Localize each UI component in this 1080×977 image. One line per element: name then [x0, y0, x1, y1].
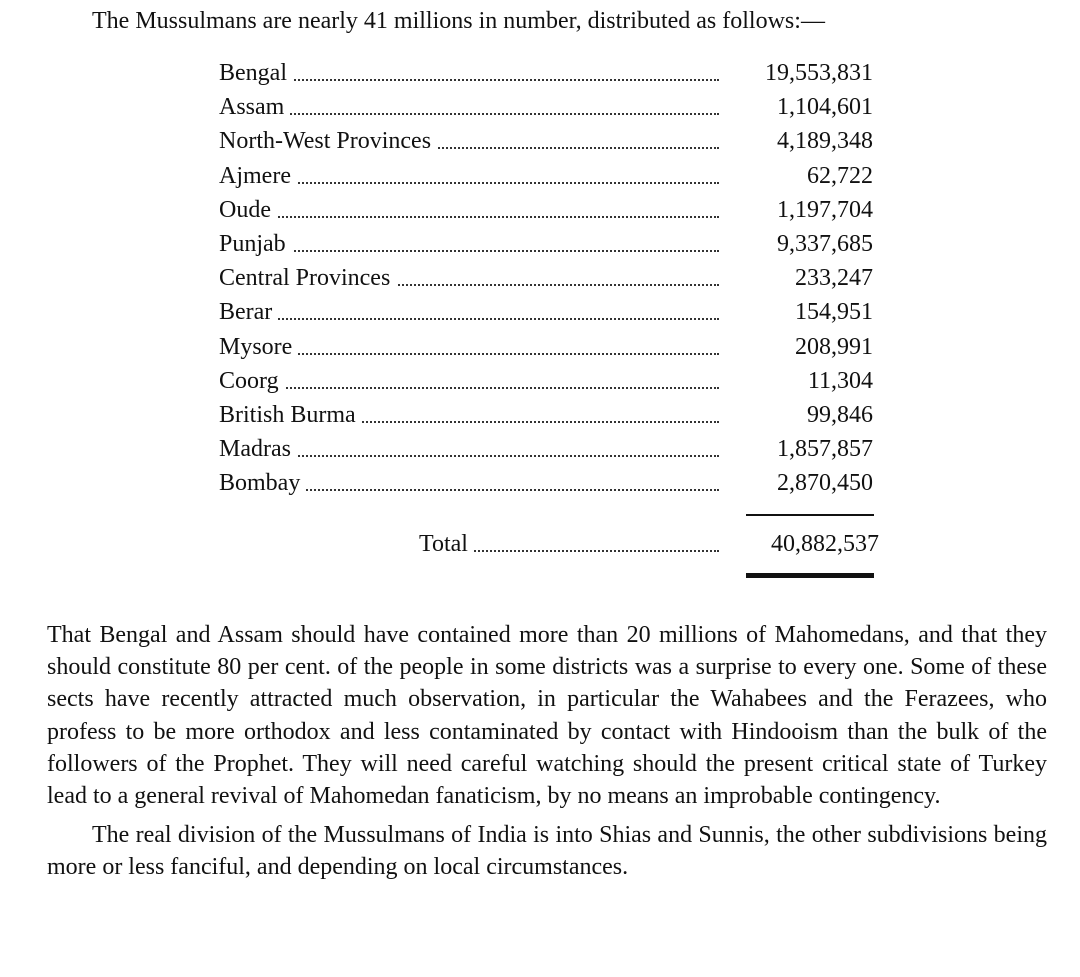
table-row: [219, 229, 879, 263]
intro-line: The Mussulmans are nearly 41 millions in number, distributed as follows:—: [92, 8, 825, 34]
row-value: 233,247: [795, 265, 873, 292]
row-value: 1,104,601: [777, 94, 873, 121]
subtotal-rule: [746, 514, 874, 516]
row-value: 99,846: [807, 401, 873, 428]
row-value: 4,189,348: [777, 128, 873, 155]
total-row: [419, 529, 879, 563]
table-row: [219, 297, 879, 331]
row-label: Assam: [219, 92, 719, 122]
table-row: [219, 58, 879, 92]
row-label: Berar: [219, 297, 719, 327]
row-value: 2,870,450: [777, 470, 873, 497]
row-value: 1,857,857: [777, 436, 873, 463]
table-row: [219, 468, 879, 502]
table-row: [219, 434, 879, 468]
row-label: Ajmere: [219, 161, 719, 191]
row-value: 208,991: [795, 333, 873, 360]
table-row: [219, 195, 879, 229]
table-row: [219, 332, 879, 366]
table-row: [219, 263, 879, 297]
paragraph: The real division of the Mussulmans of India is into Shias and Sunnis, the other subdivisions being more or less fanciful, and depending on local circumstances.: [47, 822, 1047, 881]
table-row: [219, 400, 879, 434]
table-row: [219, 161, 879, 195]
total-rule: [746, 573, 874, 578]
row-value: 154,951: [795, 299, 873, 326]
row-label: North-West Provinces: [219, 126, 719, 156]
row-label: Mysore: [219, 332, 719, 362]
table-row: [219, 126, 879, 160]
row-value: 11,304: [807, 367, 873, 394]
row-label: Oude: [219, 195, 719, 225]
table-row: [219, 366, 879, 400]
row-label: Central Provinces: [219, 263, 719, 293]
total-value: 40,882,537: [771, 531, 879, 557]
row-label: Punjab: [219, 229, 719, 259]
row-label: Bombay: [219, 468, 719, 498]
row-value: 62,722: [807, 162, 873, 189]
row-value: 9,337,685: [777, 230, 873, 257]
row-label: Bengal: [219, 58, 719, 88]
row-label: Madras: [219, 434, 719, 464]
paragraph: That Bengal and Assam should have contained more than 20 millions of Mahomedans, and that they should constitute 80 per cent. of the people in some districts was a surprise to every one. Some of these sects have recently attracted much observation, in particular the Wahabees and the Ferazees, who profess to be more orthodox and less contaminated by contact with Hindooism than the bulk of the followers of the Prophet. They will need careful watching should the present critical state of Turkey lead to a general revival of Mahomedan fanaticism, by no means an improbable contingency.: [47, 622, 1047, 810]
row-value: 1,197,704: [777, 196, 873, 223]
total-label: Total: [419, 529, 719, 559]
row-label: Coorg: [219, 366, 719, 396]
row-value: 19,553,831: [765, 60, 873, 86]
row-label: British Burma: [219, 400, 719, 430]
population-table: [219, 58, 879, 557]
body-text: [47, 619, 1047, 884]
table-row: [219, 92, 879, 126]
